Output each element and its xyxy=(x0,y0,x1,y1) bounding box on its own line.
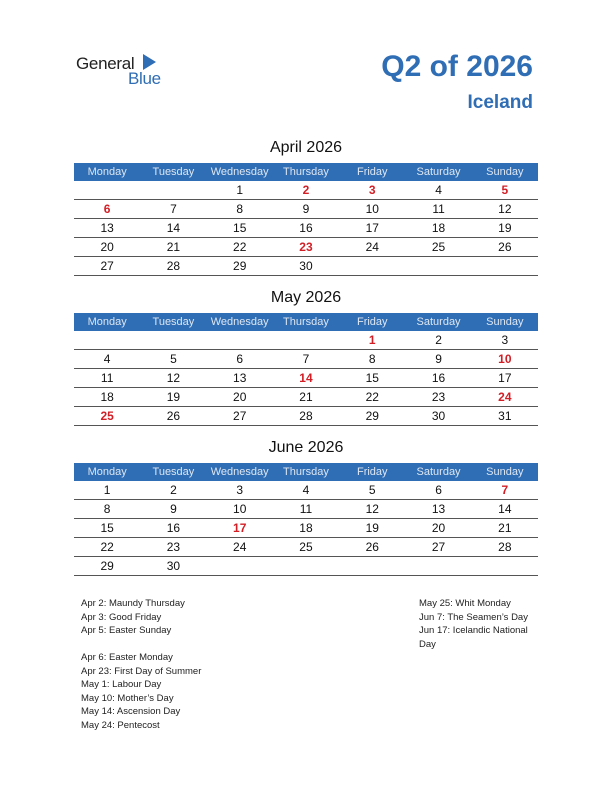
notes-spacer xyxy=(81,638,201,652)
day-cell: 9 xyxy=(302,202,310,216)
weekday-header-row xyxy=(74,163,538,181)
weekday-label: Friday xyxy=(356,316,388,328)
day-cell: 22 xyxy=(100,540,114,554)
weekday-label: Tuesday xyxy=(152,316,195,328)
day-cell: 21 xyxy=(166,240,181,254)
day-cell: 19 xyxy=(166,390,181,404)
day-cell xyxy=(207,557,273,575)
day-cell: 29 xyxy=(100,559,114,573)
day-cell: 7 xyxy=(302,352,310,366)
day-cell: 4 xyxy=(302,483,310,497)
day-cell: 8 xyxy=(103,502,111,516)
day-cell xyxy=(74,181,140,199)
month-calendar xyxy=(74,137,538,276)
holiday-note: Jun 7: The Seamen’s Day xyxy=(419,611,528,623)
weekday-label: Sunday xyxy=(486,466,524,478)
weekday-label: Wednesday xyxy=(210,316,269,328)
day-cell: 22 xyxy=(233,240,247,254)
day-cell xyxy=(140,331,206,349)
day-cell: 28 xyxy=(498,540,512,554)
day-cell: 7 xyxy=(170,202,177,216)
holiday-note: Day xyxy=(419,638,436,650)
day-cell xyxy=(339,557,405,575)
weekday-label: Monday xyxy=(87,466,127,478)
week-row xyxy=(74,519,538,538)
day-cell xyxy=(405,557,471,575)
weekday-label: Thursday xyxy=(283,166,329,178)
weekday-label: Sunday xyxy=(486,166,524,178)
day-cell: 24 xyxy=(233,540,247,554)
week-row xyxy=(74,238,538,257)
day-cell: 14 xyxy=(498,502,512,516)
month-title: June 2026 xyxy=(268,439,344,456)
day-cell: 16 xyxy=(299,221,313,235)
day-cell: 11 xyxy=(100,371,114,385)
day-cell: 10 xyxy=(365,202,379,216)
week-row xyxy=(74,219,538,238)
week-row xyxy=(74,181,538,200)
month-calendar xyxy=(74,437,538,576)
day-cell: 13 xyxy=(233,371,247,385)
day-cell xyxy=(405,257,471,275)
holiday-note: Apr 6: Easter Monday xyxy=(81,652,173,663)
day-cell: 26 xyxy=(365,540,379,554)
logo xyxy=(76,52,176,92)
day-cell: 1 xyxy=(368,333,376,347)
holiday-notes-right xyxy=(419,597,528,651)
holiday-note: Jun 17: Icelandic National xyxy=(419,625,528,636)
day-cell: 27 xyxy=(431,540,446,554)
day-cell: 26 xyxy=(498,240,512,254)
day-cell: 20 xyxy=(431,521,446,535)
day-cell: 1 xyxy=(236,183,244,197)
day-cell: 12 xyxy=(166,371,181,385)
day-cell: 30 xyxy=(431,409,446,423)
weekday-label: Friday xyxy=(356,466,388,478)
week-row xyxy=(74,388,538,407)
weekday-header-row xyxy=(74,313,538,331)
weekday-label: Saturday xyxy=(416,166,461,178)
week-row xyxy=(74,200,538,219)
day-cell: 12 xyxy=(365,502,379,516)
weekday-label: Tuesday xyxy=(152,466,195,478)
holiday-note: May 14: Ascension Day xyxy=(81,706,181,717)
day-cell xyxy=(472,557,538,575)
holiday-note: May 10: Mother’s Day xyxy=(81,692,174,704)
day-cell: 3 xyxy=(236,483,244,497)
day-cell xyxy=(140,181,206,199)
day-cell xyxy=(472,257,538,275)
day-cell: 14 xyxy=(299,371,313,385)
weekday-label: Wednesday xyxy=(210,466,269,478)
weekday-label: Thursday xyxy=(283,466,329,478)
day-cell: 25 xyxy=(100,409,114,423)
weekday-label: Sunday xyxy=(486,316,524,328)
day-cell: 19 xyxy=(365,521,379,535)
week-row xyxy=(74,331,538,350)
day-cell: 25 xyxy=(299,540,313,554)
day-cell: 15 xyxy=(365,371,379,385)
day-cell: 26 xyxy=(166,409,181,423)
day-cell xyxy=(207,331,273,349)
day-cell: 31 xyxy=(498,409,512,423)
day-cell: 17 xyxy=(365,221,379,235)
day-cell: 9 xyxy=(170,502,177,516)
day-cell: 23 xyxy=(431,390,446,404)
weekday-label: Monday xyxy=(87,316,127,328)
day-cell: 6 xyxy=(103,202,111,216)
day-cell: 2 xyxy=(170,483,177,497)
day-cell: 13 xyxy=(431,502,446,516)
holiday-notes-left xyxy=(81,597,201,732)
day-cell: 20 xyxy=(233,390,247,404)
month-calendar xyxy=(74,287,538,426)
logo-flag-icon xyxy=(143,54,156,70)
day-cell: 2 xyxy=(302,183,310,197)
week-row xyxy=(74,538,538,557)
holiday-note: May 25: Whit Monday xyxy=(419,598,511,609)
day-cell: 30 xyxy=(299,259,313,273)
day-cell: 8 xyxy=(368,352,376,366)
day-cell xyxy=(339,257,405,275)
weekday-label: Monday xyxy=(87,166,127,178)
day-cell: 22 xyxy=(365,390,379,404)
day-cell xyxy=(273,557,339,575)
day-cell: 24 xyxy=(498,390,512,404)
week-row xyxy=(74,257,538,276)
day-cell: 27 xyxy=(100,259,114,273)
holiday-note: Apr 3: Good Friday xyxy=(81,611,162,623)
day-cell: 14 xyxy=(166,221,181,235)
day-cell: 6 xyxy=(435,483,442,497)
day-cell: 21 xyxy=(498,521,512,535)
country-name: Iceland xyxy=(467,92,533,113)
weekday-label: Saturday xyxy=(416,466,461,478)
day-cell: 19 xyxy=(498,221,512,235)
day-cell: 28 xyxy=(166,259,181,273)
day-cell: 12 xyxy=(498,202,512,216)
day-cell: 5 xyxy=(368,483,376,497)
day-cell: 7 xyxy=(501,483,509,497)
holiday-note: May 24: Pentecost xyxy=(81,719,160,731)
day-cell: 23 xyxy=(166,540,181,554)
day-cell: 2 xyxy=(435,333,442,347)
day-cell: 4 xyxy=(435,183,442,197)
day-cell: 16 xyxy=(166,521,181,535)
day-cell: 8 xyxy=(236,202,244,216)
day-cell: 21 xyxy=(299,390,313,404)
weekday-header-row xyxy=(74,463,538,481)
day-cell: 6 xyxy=(236,352,244,366)
day-cell: 29 xyxy=(365,409,379,423)
weekday-label: Tuesday xyxy=(152,166,195,178)
day-cell: 3 xyxy=(501,333,509,347)
page-title: Q2 of 2026 xyxy=(381,50,533,83)
holiday-note: Apr 2: Maundy Thursday xyxy=(81,598,185,609)
weekday-label: Saturday xyxy=(416,316,461,328)
day-cell: 18 xyxy=(100,390,114,404)
day-cell: 25 xyxy=(431,240,446,254)
month-title: April 2026 xyxy=(269,139,343,156)
logo-word-blue: Blue xyxy=(128,69,161,88)
day-cell: 17 xyxy=(498,371,512,385)
week-row xyxy=(74,350,538,369)
day-cell: 27 xyxy=(233,409,247,423)
month-title: May 2026 xyxy=(270,289,342,306)
day-cell: 15 xyxy=(100,521,114,535)
day-cell: 16 xyxy=(431,371,446,385)
day-cell: 20 xyxy=(100,240,114,254)
weekday-label: Friday xyxy=(356,166,388,178)
week-row xyxy=(74,557,538,576)
day-cell: 9 xyxy=(435,352,442,366)
day-cell: 11 xyxy=(299,502,313,516)
day-cell: 29 xyxy=(233,259,247,273)
day-cell: 15 xyxy=(233,221,247,235)
week-row xyxy=(74,407,538,426)
day-cell: 11 xyxy=(432,202,445,216)
day-cell: 18 xyxy=(299,521,313,535)
day-cell: 3 xyxy=(368,183,376,197)
holiday-note: Apr 5: Easter Sunday xyxy=(81,625,172,636)
day-cell: 1 xyxy=(103,483,111,497)
logo-word-general: General xyxy=(76,54,135,73)
day-cell: 13 xyxy=(100,221,114,235)
week-row xyxy=(74,500,538,519)
day-cell: 24 xyxy=(365,240,379,254)
weekday-label: Thursday xyxy=(283,316,329,328)
weekday-label: Wednesday xyxy=(210,166,269,178)
holiday-note: May 1: Labour Day xyxy=(81,679,162,690)
day-cell: 10 xyxy=(233,502,247,516)
week-row xyxy=(74,481,538,500)
holiday-note: Apr 23: First Day of Summer xyxy=(81,665,202,677)
day-cell: 28 xyxy=(299,409,313,423)
week-row xyxy=(74,369,538,388)
day-cell: 10 xyxy=(498,352,512,366)
day-cell: 5 xyxy=(501,183,509,197)
day-cell xyxy=(74,331,140,349)
day-cell: 5 xyxy=(170,352,177,366)
day-cell xyxy=(273,331,339,349)
day-cell: 4 xyxy=(103,352,111,366)
day-cell: 17 xyxy=(233,521,247,535)
day-cell: 23 xyxy=(299,240,313,254)
day-cell: 30 xyxy=(166,559,181,573)
day-cell: 18 xyxy=(431,221,446,235)
